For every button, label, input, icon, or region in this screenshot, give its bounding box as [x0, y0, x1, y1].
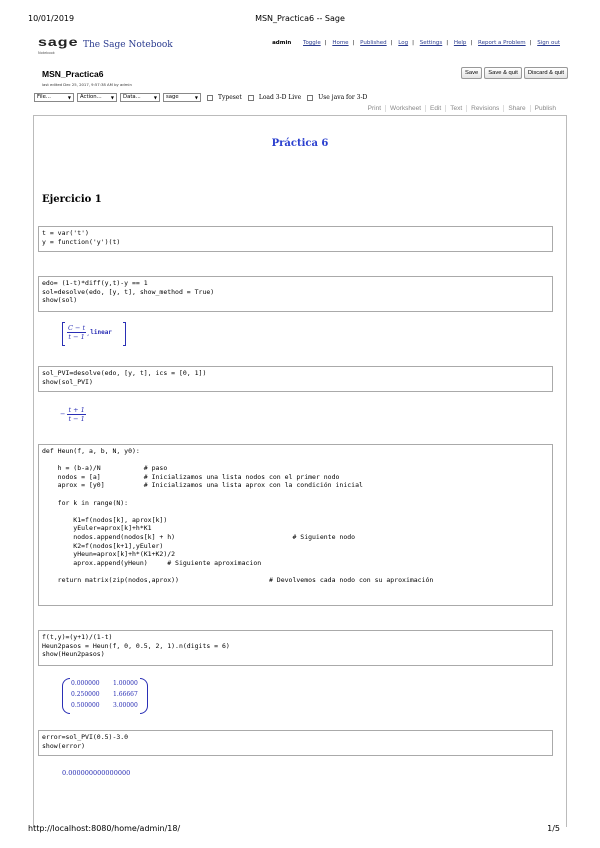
- sol-fraction: [67, 324, 86, 341]
- discard-quit-button[interactable]: Discard & quit: [524, 67, 568, 79]
- sol-numerator: C − t: [68, 324, 86, 332]
- system-select-label: sage: [166, 94, 179, 100]
- matrix-cell: 0.500000: [71, 702, 100, 709]
- data-select[interactable]: [120, 93, 160, 102]
- sol-pvi-fraction: [67, 406, 85, 423]
- action-select-label: Action...: [80, 94, 102, 100]
- matrix-cell: 1.00000: [113, 680, 138, 687]
- typeset-checkbox[interactable]: [207, 95, 213, 101]
- worksheet-toolbar: [34, 93, 367, 102]
- matrix-cell: 3.00000: [113, 702, 138, 709]
- file-select[interactable]: [34, 93, 74, 102]
- sage-logo[interactable]: [38, 37, 82, 57]
- nav-sign-out[interactable]: Sign out: [537, 40, 560, 46]
- print-header: [28, 14, 572, 26]
- nav-report-problem[interactable]: Report a Problem: [478, 40, 526, 46]
- tab-publish[interactable]: Publish: [530, 105, 560, 112]
- print-date: 10/01/2019: [28, 14, 75, 23]
- tab-revisions[interactable]: Revisions: [466, 105, 503, 112]
- action-select[interactable]: [77, 93, 117, 102]
- worksheet-tabs: [364, 105, 560, 112]
- code-cell-2[interactable]: edo= (1-t)*diff(y,t)-y == 1 sol=desolve(edo, [y, t], show_method = True) show(sol): [38, 276, 553, 312]
- code-cell-3[interactable]: sol_PVI=desolve(edo, [y, t], ics = [0, 1]) show(sol_PVI): [38, 366, 553, 392]
- load-3d-live-checkbox[interactable]: [248, 95, 254, 101]
- top-nav: admin Toggle | Home | Published | Log | Settings | Help | Report a Problem | Sign out: [272, 40, 560, 46]
- chevron-down-icon: ▼: [67, 95, 71, 100]
- code-cell-1[interactable]: t = var('t') y = function('y')(t): [38, 226, 553, 252]
- typeset-label: Typeset: [218, 94, 242, 101]
- matrix-cell: 1.66667: [113, 691, 138, 698]
- sage-logo-sub: Notebook: [38, 51, 55, 55]
- chevron-down-icon: ▼: [110, 95, 114, 100]
- file-select-label: File...: [37, 94, 51, 100]
- chevron-down-icon: ▼: [194, 95, 198, 100]
- system-select[interactable]: [163, 93, 201, 102]
- sol-denominator: t − 1: [68, 333, 85, 341]
- nav-log[interactable]: Log: [398, 40, 409, 46]
- tab-text[interactable]: Text: [445, 105, 466, 112]
- print-url: http://localhost:8080/home/admin/18/: [28, 824, 181, 833]
- username: admin: [272, 40, 292, 46]
- code-cell-6[interactable]: error=sol_PVI(0.5)-3.0 show(error): [38, 730, 553, 756]
- print-page-number: 1/5: [547, 824, 560, 833]
- data-select-label: Data...: [123, 94, 141, 100]
- nav-published[interactable]: Published: [360, 40, 387, 46]
- matrix-row: [68, 691, 142, 700]
- practice-heading: Práctica 6: [271, 138, 329, 149]
- worksheet-name[interactable]: MSN_Practica6: [42, 69, 104, 79]
- sol-pvi-denominator: t − 1: [68, 414, 85, 423]
- code-cell-5[interactable]: f(t,y)=(y+1)/(1-t) Heun2pasos = Heun(f, 0, 0.5, 2, 1).n(digits = 6) show(Heun2pasos): [38, 630, 553, 666]
- matrix-row: [68, 680, 142, 689]
- tab-worksheet[interactable]: Worksheet: [385, 105, 425, 112]
- paren-right: [140, 678, 148, 714]
- nav-help[interactable]: Help: [453, 40, 467, 46]
- tab-print[interactable]: Print: [367, 105, 382, 112]
- tab-edit[interactable]: Edit: [425, 105, 445, 112]
- tab-share[interactable]: Share: [503, 105, 529, 112]
- nav-toggle[interactable]: Toggle: [303, 40, 321, 46]
- load-3d-live-label: Load 3-D Live: [258, 94, 302, 101]
- matrix-cell: 0.250000: [71, 691, 100, 698]
- matrix-cell: 0.000000: [71, 680, 100, 687]
- matrix-row: [68, 702, 142, 711]
- chevron-down-icon: ▼: [153, 95, 157, 100]
- bracket-right: [123, 322, 126, 346]
- code-cell-4[interactable]: def Heun(f, a, b, N, y0): h = (b-a)/N # paso nodos = [a] # Inicializamos una lista nodos con el primer nodo aprox = [y0] # Inicializamos una lista aprox con la condición inicial for k in range(N): K1=f(nodos[k], aprox[k]) yEuler=aprox[k]+h*K1 nodos.append(nodos[k] + h) # Siguiente nodo K2=f(nodos[k+1],yEuler) yHeun=aprox[k]+h*(K1+K2)/2 aprox.append(yHeun) # Siguiente aproximacion return matrix(zip(nodos,aprox)) # Devolvemos cada nodo con su aproximación: [38, 444, 553, 606]
- exercise-heading: Ejercicio 1: [42, 194, 102, 205]
- heun-matrix-output: [62, 678, 148, 714]
- sol-pvi-sign: −: [60, 410, 66, 418]
- save-quit-button[interactable]: Save & quit: [484, 67, 522, 79]
- last-edited: last edited Dec 25, 2017, 9:57:38 AM by admin: [42, 82, 132, 87]
- bracket-left: [62, 322, 65, 346]
- print-footer: [28, 824, 560, 836]
- sol-output: $\frac{C - t}{t - 1}$ , linear: [62, 322, 126, 346]
- java-3d-checkbox[interactable]: [307, 95, 313, 101]
- save-button[interactable]: Save: [461, 67, 482, 79]
- save-button-group: [461, 67, 568, 79]
- nav-settings[interactable]: Settings: [419, 40, 443, 46]
- notebook-title: The Sage Notebook: [83, 40, 173, 50]
- java-3d-label: Use java for 3-D: [318, 94, 368, 101]
- error-output: 0.000000000000000: [62, 769, 131, 777]
- sage-logo-word: sage: [38, 36, 79, 49]
- nav-home[interactable]: Home: [332, 40, 349, 46]
- sol-method: linear: [90, 329, 112, 336]
- print-title: MSN_Practica6 -- Sage: [255, 14, 345, 23]
- sol-pvi-output: [60, 402, 100, 426]
- sol-pvi-numerator: t + 1: [68, 405, 85, 414]
